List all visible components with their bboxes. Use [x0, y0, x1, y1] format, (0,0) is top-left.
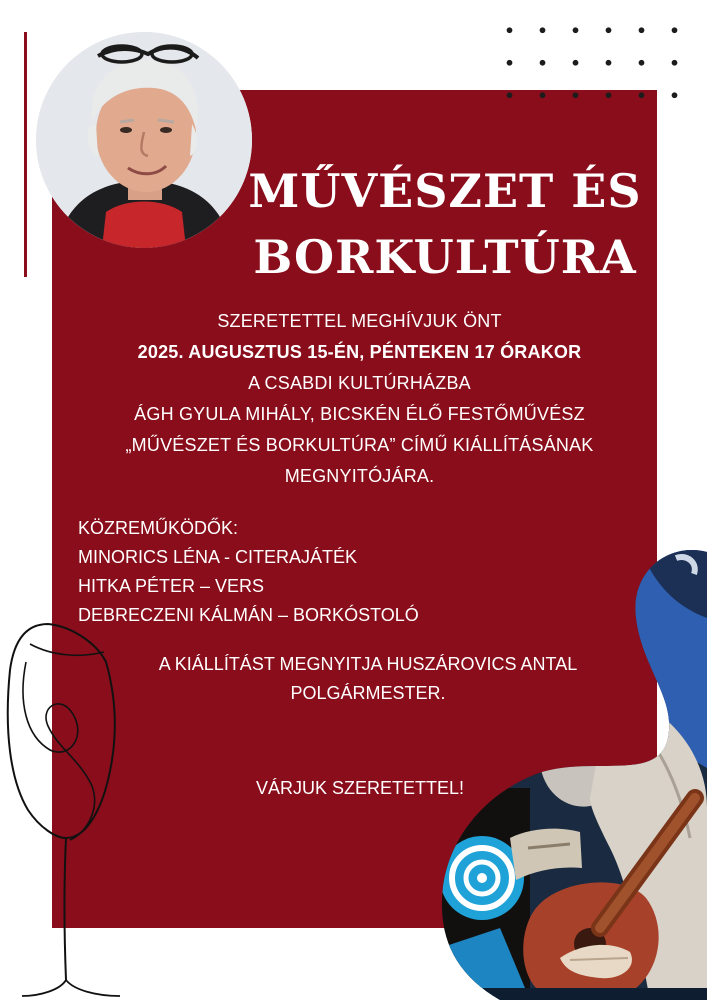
guitar-player-painting: [440, 548, 707, 1000]
opening-line-1: A KIÁLLÍTÁST MEGNYITJA HUSZÁROVICS ANTAL: [158, 654, 578, 674]
exhibition-title-line: „MŰVÉSZET ÉS BORKULTÚRA” CÍMŰ KIÁLLÍTÁSÁNAK: [125, 435, 594, 455]
performer-item: HITKA PÉTER – VERS: [78, 576, 265, 596]
accent-line: [24, 32, 27, 277]
venue-line: A CSABDI KULTÚRHÁZBA: [248, 373, 471, 393]
opening-purpose-line: MEGNYITÓJÁRA.: [284, 466, 435, 486]
performers-heading: KÖZREMŰKÖDŐK:: [78, 518, 239, 538]
performers-section: [78, 514, 498, 630]
event-date-time: 2025. AUGUSZTUS 15-ÉN, PÉNTEKEN 17 ÓRAKOR: [137, 342, 582, 362]
title-line-1: MŰVÉSZET ÉS: [248, 164, 642, 218]
wine-glass-line-drawing: [0, 610, 130, 1000]
invitation-text: [82, 306, 637, 492]
portrait-illustration: [36, 32, 252, 248]
event-title: [240, 158, 650, 290]
artist-line: ÁGH GYULA MIHÁLY, BICSKÉN ÉLŐ FESTŐMŰVÉSZ: [134, 404, 585, 424]
dot-grid-decoration: [493, 14, 703, 120]
opening-line-2: POLGÁRMESTER.: [290, 683, 446, 703]
title-line-2: BORKULTÚRA: [253, 230, 637, 284]
artist-portrait-photo: [36, 32, 252, 248]
invitation-line-1: SZERETETTEL MEGHÍVJUK ÖNT: [217, 311, 502, 331]
closing-text: VÁRJUK SZERETETTEL!: [255, 778, 465, 798]
performer-item: MINORICS LÉNA - CITERAJÁTÉK: [78, 547, 358, 567]
performer-item: DEBRECZENI KÁLMÁN – BORKÓSTOLÓ: [78, 605, 419, 625]
